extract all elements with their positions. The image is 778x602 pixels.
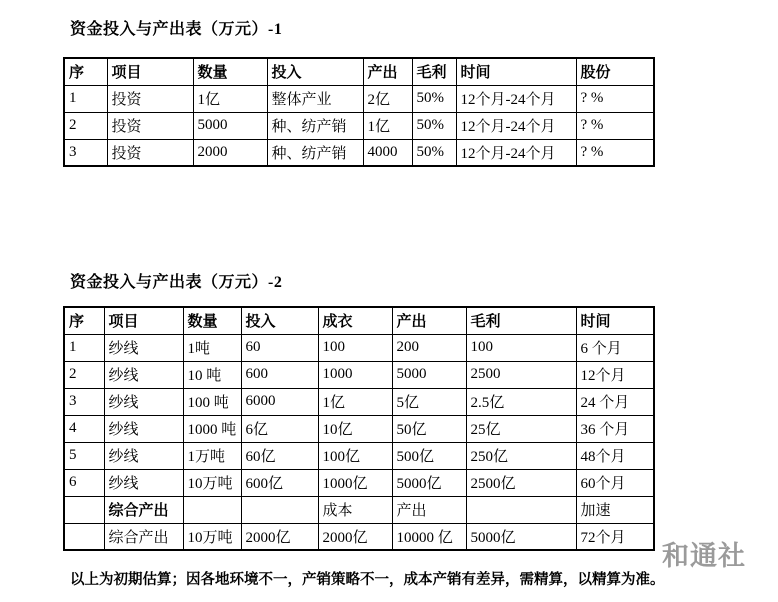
table-cell: 纱线 bbox=[104, 469, 183, 496]
table-cell: 2.5亿 bbox=[466, 388, 576, 415]
table-cell: 5000 bbox=[193, 112, 267, 139]
table1-title: 资金投入与产出表（万元）-1 bbox=[70, 21, 283, 38]
table-cell: 1000亿 bbox=[318, 469, 392, 496]
table-cell: 200 bbox=[392, 334, 466, 361]
column-header: 时间 bbox=[456, 58, 576, 85]
watermark-hetongshe: 和通社 bbox=[662, 541, 746, 571]
table2-title: 资金投入与产出表（万元）-2 bbox=[70, 274, 283, 291]
table-cell: 纱线 bbox=[104, 442, 183, 469]
column-header: 序 bbox=[64, 307, 104, 334]
table-cell: 5000亿 bbox=[392, 469, 466, 496]
table-cell: 60个月 bbox=[576, 469, 654, 496]
table-cell: 整体产业 bbox=[267, 85, 363, 112]
table-cell: 1亿 bbox=[363, 112, 412, 139]
table-cell: 2500亿 bbox=[466, 469, 576, 496]
table-cell: 2500 bbox=[466, 361, 576, 388]
column-header: 时间 bbox=[576, 307, 654, 334]
table-cell: 600亿 bbox=[241, 469, 318, 496]
table-cell: 4000 bbox=[363, 139, 412, 166]
table-cell: 50% bbox=[412, 85, 456, 112]
column-header: 项目 bbox=[104, 307, 183, 334]
table-cell: 6亿 bbox=[241, 415, 318, 442]
table-row bbox=[64, 388, 654, 415]
table-cell: 12个月 bbox=[576, 361, 654, 388]
table-row bbox=[64, 361, 654, 388]
column-header: 数量 bbox=[183, 307, 241, 334]
table-cell: 100 bbox=[466, 334, 576, 361]
table-cell: 综合产出 bbox=[104, 523, 183, 550]
table-cell: 4 bbox=[64, 415, 104, 442]
table-cell: 投资 bbox=[107, 112, 193, 139]
table-cell: 50% bbox=[412, 139, 456, 166]
table-cell: 24 个月 bbox=[576, 388, 654, 415]
column-header: 投入 bbox=[241, 307, 318, 334]
table-cell bbox=[64, 496, 104, 523]
table-cell: 72个月 bbox=[576, 523, 654, 550]
table-header-row bbox=[64, 307, 654, 334]
column-header: 股份 bbox=[576, 58, 654, 85]
table-cell: 2000亿 bbox=[318, 523, 392, 550]
table-cell: 6 bbox=[64, 469, 104, 496]
table-cell: 纱线 bbox=[104, 334, 183, 361]
table-cell: 100 吨 bbox=[183, 388, 241, 415]
column-header: 毛利 bbox=[412, 58, 456, 85]
table-row bbox=[64, 85, 654, 112]
table-cell: 2 bbox=[64, 361, 104, 388]
column-header: 数量 bbox=[193, 58, 267, 85]
investment-output-table-1 bbox=[63, 57, 655, 167]
table-cell: 种、纺产销 bbox=[267, 139, 363, 166]
table-cell: 1吨 bbox=[183, 334, 241, 361]
column-header: 投入 bbox=[267, 58, 363, 85]
table-cell: 5亿 bbox=[392, 388, 466, 415]
table-cell: 3 bbox=[64, 139, 107, 166]
table-cell: 2000亿 bbox=[241, 523, 318, 550]
table-cell: 12个月-24个月 bbox=[456, 112, 576, 139]
column-header: 产出 bbox=[392, 307, 466, 334]
column-header: 成衣 bbox=[318, 307, 392, 334]
table-cell: 36 个月 bbox=[576, 415, 654, 442]
table-cell: 1000 吨 bbox=[183, 415, 241, 442]
column-header: 序 bbox=[64, 58, 107, 85]
table-cell: 5 bbox=[64, 442, 104, 469]
table-cell: 1000 bbox=[318, 361, 392, 388]
table-cell: 25亿 bbox=[466, 415, 576, 442]
table-cell: 100亿 bbox=[318, 442, 392, 469]
table-cell: ? % bbox=[576, 85, 654, 112]
table-cell: ? % bbox=[576, 139, 654, 166]
table-cell: 10000 亿 bbox=[392, 523, 466, 550]
footer-note: 以上为初期估算；因各地环境不一，产销策略不一，成本产销有差异，需精算，以精算为准。 bbox=[70, 572, 665, 588]
table-cell: 5000 bbox=[392, 361, 466, 388]
table-cell: 1 bbox=[64, 334, 104, 361]
table-cell: 12个月-24个月 bbox=[456, 85, 576, 112]
table-cell: 种、纺产销 bbox=[267, 112, 363, 139]
table-cell: 500亿 bbox=[392, 442, 466, 469]
table-cell: 成本 bbox=[318, 496, 392, 523]
table-row bbox=[64, 523, 654, 550]
table-cell: 产出 bbox=[392, 496, 466, 523]
table-cell: 50亿 bbox=[392, 415, 466, 442]
table-cell: 50% bbox=[412, 112, 456, 139]
table-cell bbox=[183, 496, 241, 523]
table-cell: 加速 bbox=[576, 496, 654, 523]
table-cell bbox=[466, 496, 576, 523]
table-cell: 1 bbox=[64, 85, 107, 112]
table-cell: 6000 bbox=[241, 388, 318, 415]
table-cell: 250亿 bbox=[466, 442, 576, 469]
table-header-row bbox=[64, 58, 654, 85]
table-cell: 2亿 bbox=[363, 85, 412, 112]
table-row bbox=[64, 442, 654, 469]
table-cell bbox=[241, 496, 318, 523]
table-cell: 12个月-24个月 bbox=[456, 139, 576, 166]
table-cell: 60亿 bbox=[241, 442, 318, 469]
table-cell: 48个月 bbox=[576, 442, 654, 469]
table-cell: 综合产出 bbox=[104, 496, 183, 523]
table-cell: 100 bbox=[318, 334, 392, 361]
table-cell: 60 bbox=[241, 334, 318, 361]
column-header: 产出 bbox=[363, 58, 412, 85]
table-row bbox=[64, 112, 654, 139]
table-cell: 3 bbox=[64, 388, 104, 415]
table-cell: 纱线 bbox=[104, 388, 183, 415]
table-cell: 10万吨 bbox=[183, 469, 241, 496]
table-cell: 10亿 bbox=[318, 415, 392, 442]
table-cell bbox=[64, 523, 104, 550]
table-row bbox=[64, 469, 654, 496]
table-row bbox=[64, 334, 654, 361]
table-cell: 5000亿 bbox=[466, 523, 576, 550]
table-row bbox=[64, 496, 654, 523]
table-cell: 纱线 bbox=[104, 361, 183, 388]
investment-output-table-2 bbox=[63, 306, 655, 551]
table-row bbox=[64, 415, 654, 442]
table-cell: 2000 bbox=[193, 139, 267, 166]
table-cell: 600 bbox=[241, 361, 318, 388]
table-cell: 投资 bbox=[107, 139, 193, 166]
table-cell: 纱线 bbox=[104, 415, 183, 442]
column-header: 项目 bbox=[107, 58, 193, 85]
table-cell: 10 吨 bbox=[183, 361, 241, 388]
table-cell: 1亿 bbox=[318, 388, 392, 415]
table-row bbox=[64, 139, 654, 166]
table-cell: 10万吨 bbox=[183, 523, 241, 550]
table-cell: 6 个月 bbox=[576, 334, 654, 361]
table-cell: 1万吨 bbox=[183, 442, 241, 469]
table-cell: 1亿 bbox=[193, 85, 267, 112]
column-header: 毛利 bbox=[466, 307, 576, 334]
table-cell: 2 bbox=[64, 112, 107, 139]
table-cell: ? % bbox=[576, 112, 654, 139]
table-cell: 投资 bbox=[107, 85, 193, 112]
